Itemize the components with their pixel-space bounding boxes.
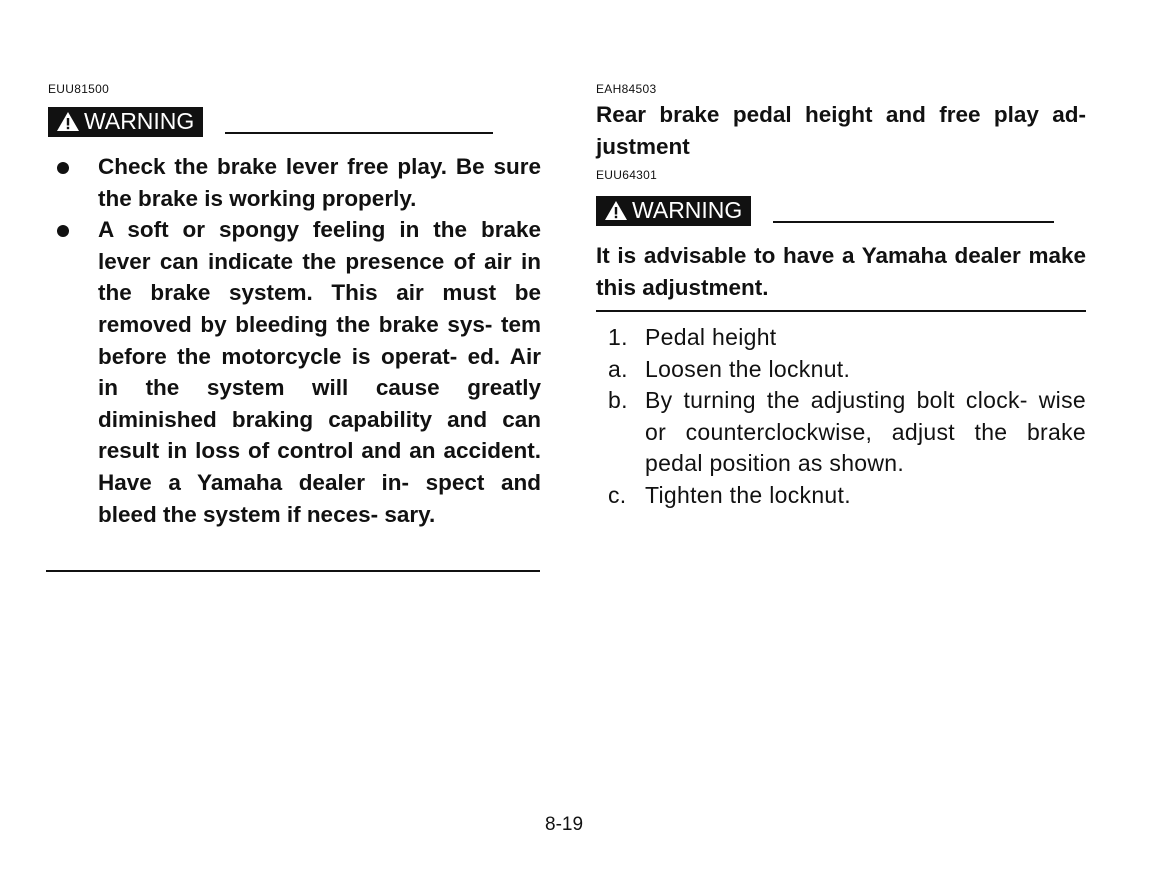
step-marker: a.: [608, 355, 628, 382]
step-text: Pedal height: [645, 324, 777, 350]
warning-label: WARNING: [632, 197, 743, 223]
step-text: By turning the adjusting bolt clock- wise or counterclockwise, adjust the brake pedal position as shown.: [645, 387, 1086, 477]
bullet-dot: [57, 225, 69, 237]
list-item: [56, 151, 541, 214]
warning-header-rule: [773, 221, 1054, 223]
bullet-text: A soft or spongy feeling in the brake lever can indicate the presence of air in the brake system. This air must be removed by bleeding the brake sys- tem before the motorcycle is operat- ed. Air in the system will cause greatly diminished braking capability and can result in loss of control and an accident. Have a Yamaha dealer in- spect and bleed the system if neces- sary.: [98, 217, 541, 527]
warning-text: It is advisable to have a Yamaha dealer make this adjustment.: [596, 243, 1086, 300]
warning-end-rule-left: [46, 570, 540, 572]
list-item: [606, 322, 1086, 354]
list-item: [56, 214, 541, 530]
warning-header-rule: [225, 132, 493, 134]
step-marker: b.: [608, 387, 628, 414]
warning-triangle-icon: [56, 111, 80, 132]
section-code-left: EUU81500: [48, 82, 110, 96]
list-item: [606, 385, 1086, 480]
warning-bullet-list: [56, 151, 541, 530]
warning-badge: [48, 107, 203, 137]
section-code-right: EAH84503: [596, 82, 657, 96]
warning-header-left: [48, 107, 493, 137]
warning-code-right: EUU64301: [596, 168, 658, 182]
adjustment-steps: [606, 322, 1086, 512]
warning-badge: [596, 196, 751, 226]
list-item: [606, 480, 1086, 512]
step-text: Tighten the locknut.: [645, 481, 851, 508]
step-text: Loosen the locknut.: [645, 355, 851, 382]
step-marker: c.: [608, 481, 627, 508]
warning-triangle-icon: [604, 200, 628, 221]
warning-end-rule-right: [596, 310, 1086, 312]
page-number: 8-19: [545, 814, 584, 835]
section-heading: Rear brake pedal height and free play ad- justment: [596, 102, 1086, 159]
list-item: [606, 354, 1086, 386]
step-marker: 1.: [608, 324, 628, 350]
bullet-text: Check the brake lever free play. Be sure the brake is working properly.: [98, 154, 541, 211]
warning-header-right: [596, 196, 1054, 226]
bullet-dot: [57, 162, 69, 174]
warning-label: WARNING: [84, 108, 195, 134]
